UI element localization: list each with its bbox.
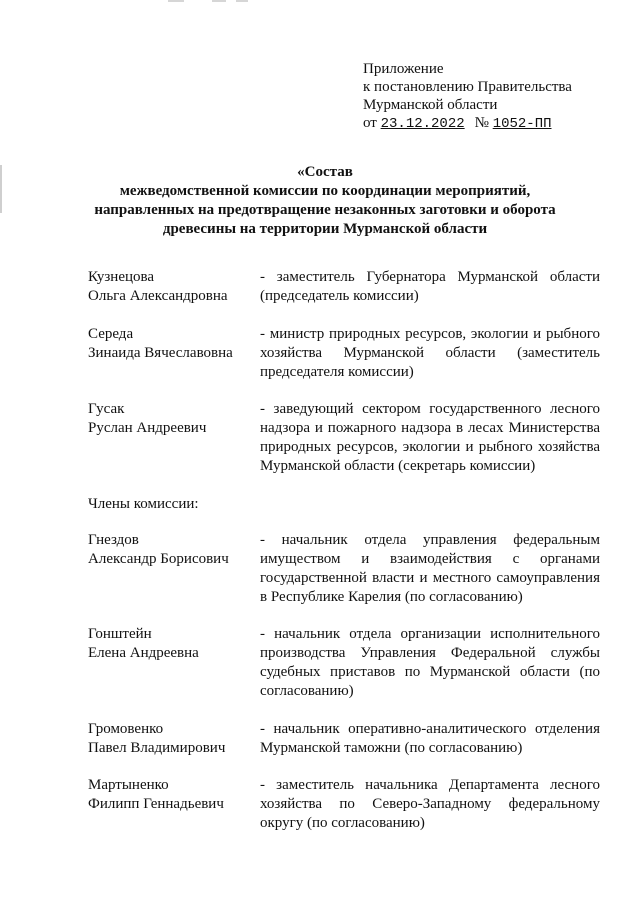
- roster-entry-member: [88, 531, 600, 607]
- document-title: [60, 163, 590, 239]
- member-surname: Мартыненко: [88, 777, 169, 793]
- roster-entry-deputy-chair: [88, 325, 600, 382]
- member-surname: Гонштейн: [88, 626, 152, 642]
- member-surname: Кузнецова: [88, 269, 155, 285]
- members-section-label: Члены комиссии:: [88, 496, 199, 512]
- member-role: - начальник отдела организации исполнительного производства Управления Федеральной службы судебных приставов по Мурманской области (по согласованию): [260, 626, 600, 699]
- appendix-region-line: Мурманской области: [363, 97, 498, 113]
- roster-entry-member: [88, 776, 600, 833]
- member-surname: Громовенко: [88, 721, 164, 737]
- roster-entry-member: [88, 720, 600, 758]
- member-role: - заведующий сектором государственного лесного надзора и пожарного надзора в лесах Министерства природных ресурсов, экологии и рыбного хозяйства Мурманской области (секретарь комиссии): [260, 401, 600, 474]
- commission-roster: [88, 268, 600, 833]
- member-name: [88, 268, 260, 306]
- date-prefix: от: [363, 115, 381, 131]
- roster-entry-secretary: [88, 400, 600, 476]
- title-line: межведомственной комиссии по координации мероприятий,: [119, 183, 531, 199]
- member-name: [88, 400, 260, 476]
- scan-edge-mark: [212, 0, 226, 2]
- scan-edge-mark: [168, 0, 184, 2]
- number-sign: №: [474, 115, 493, 131]
- appendix-heading: Приложение: [363, 61, 444, 77]
- member-role: - начальник оперативно-аналитического отделения Мурманской таможни (по согласованию): [260, 721, 600, 756]
- roster-entry-member: [88, 625, 600, 701]
- roster-entry-chair: [88, 268, 600, 306]
- member-name: [88, 720, 260, 758]
- member-name: [88, 531, 260, 607]
- appendix-date-number-line: [363, 114, 623, 133]
- appendix-resolution-line: к постановлению Правительства: [363, 79, 572, 95]
- scan-edge-mark: [236, 0, 248, 2]
- member-given-names: Филипп Геннадьевич: [88, 796, 224, 812]
- member-given-names: Елена Андреевна: [88, 645, 199, 661]
- appendix-block: [363, 60, 623, 133]
- member-role: - министр природных ресурсов, экологии и рыбного хозяйства Мурманской области (заместитель председателя комиссии): [260, 326, 600, 380]
- member-surname: Гнездов: [88, 532, 139, 548]
- member-role: - начальник отдела управления федеральным имуществом и взаимодействия с органами государственной власти и местного самоуправления в Республике Карелия (по согласованию): [260, 532, 600, 605]
- member-role: - заместитель Губернатора Мурманской области (председатель комиссии): [260, 269, 600, 304]
- title-line: направленных на предотвращение незаконных заготовки и оборота: [94, 202, 556, 218]
- resolution-date: 23.12.2022: [380, 116, 465, 132]
- scan-edge-mark: [0, 165, 2, 213]
- member-surname: Середа: [88, 326, 134, 342]
- resolution-number: 1052-ПП: [492, 116, 552, 132]
- member-name: [88, 325, 260, 382]
- member-surname: Гусак: [88, 401, 125, 417]
- member-given-names: Павел Владимирович: [88, 740, 226, 756]
- member-given-names: Александр Борисович: [88, 551, 229, 567]
- member-given-names: Руслан Андреевич: [88, 420, 207, 436]
- title-line: «Состав: [297, 164, 353, 180]
- title-line: древесины на территории Мурманской области: [162, 221, 488, 237]
- member-given-names: Зинаида Вячеславовна: [88, 345, 233, 361]
- member-name: [88, 625, 260, 701]
- member-name: [88, 776, 260, 833]
- member-role: - заместитель начальника Департамента лесного хозяйства по Северо-Западному федеральному округу (по согласованию): [260, 777, 600, 831]
- member-given-names: Ольга Александровна: [88, 288, 228, 304]
